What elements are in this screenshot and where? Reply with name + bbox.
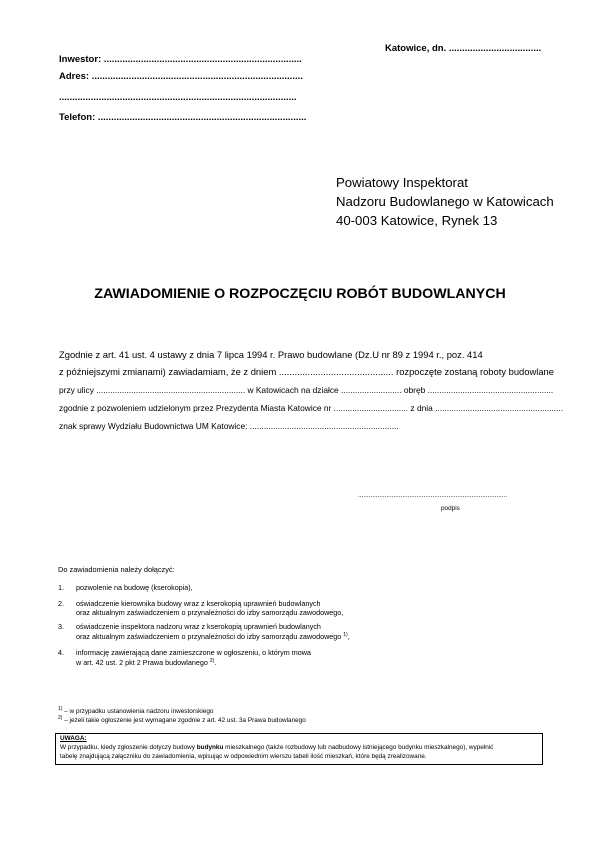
footnote-1: $^{1)}$ – w przypadku ustanowienia nadzoru inwestorskiego	[58, 706, 214, 715]
recipient-address	[336, 173, 554, 230]
body-line-1: Zgodnie z art. 41 ust. 4 ustawy z dnia 7 lipca 1994 r. Prawo budowlane (Dz.U nr 89 z 1994 r., poz. 414	[59, 349, 483, 360]
place-date-field[interactable]: Katowice, dn. ...................................	[385, 43, 542, 54]
signature-line[interactable]: ....................................................................................	[358, 492, 508, 499]
body-line-3[interactable]: przy ulicy ................................................................ w Katowicach na działce .......................... obręb ......................................................	[59, 385, 554, 395]
note-line-1: W przypadku, kiedy zgłoszenie dotyczy budowy budynku mieszkalnego (także rozbudowy lub nadbudowy istniejącego budynku mieszkalnego), wypełnić	[60, 744, 494, 751]
phone-field[interactable]: Telefon: ...............................................................................	[59, 112, 307, 123]
footnote-2: $^{2)}$ – jeżeli takie ogłoszenie jest wymagane zgodnie z art. 42 ust. 3a Prawa budowlanego	[58, 715, 306, 724]
note-box	[55, 733, 543, 765]
list-item-text: informację zawierającą dane zamieszczone w ogłoszeniu, o którym mowa	[76, 648, 311, 657]
address-continuation-field[interactable]: ..........................................................................................	[59, 92, 297, 103]
body-line-4[interactable]: zgodnie z pozwoleniem udzielonym przez Prezydenta Miasta Katowice nr ................................ z dnia .......................................................	[59, 403, 564, 413]
investor-field[interactable]: Inwestor: ...........................................................................	[59, 54, 302, 65]
address-field[interactable]: Adres: ................................................................................	[59, 71, 303, 82]
list-item-number: 3.	[58, 622, 64, 631]
recipient-line-3: 40-003 Katowice, Rynek 13	[336, 213, 498, 228]
footnote-ref[interactable]: 1)	[343, 632, 348, 638]
body-line-2[interactable]: z późniejszymi zmianami) zawiadamiam, że z dniem ............................................ rozpoczęte zostaną roboty budowlane	[59, 366, 554, 377]
signature-label: podpis	[441, 505, 460, 512]
list-item-text: pozwolenie na budowę (kserokopia),	[76, 583, 193, 592]
note-heading: UWAGA:	[60, 735, 87, 742]
list-item-number: 2.	[58, 599, 64, 608]
list-item-number: 1.	[58, 583, 64, 592]
footnote-ref[interactable]: 2)	[209, 658, 215, 664]
list-item-text: oświadczenie kierownika budowy wraz z kserokopią uprawnień budowlanych	[76, 599, 321, 608]
document-title: ZAWIADOMIENIE O ROZPOCZĘCIU ROBÓT BUDOWLANYCH	[94, 286, 506, 302]
note-line-2: tabelę znajdującą załączniku do zawiadomienia, wpisując w odpowiednim wierszu tabeli ilość mieszkań, które będą zrealizowane.	[60, 753, 427, 760]
list-item-text: oświadczenie inspektora nadzoru wraz z kserokopią uprawnień budowlanych	[76, 622, 321, 631]
list-item-text-cont: w art. 42 ust. 2 pkt 2 Prawa budowlanego $^{2)}$.	[76, 658, 217, 667]
list-item-number: 4.	[58, 648, 64, 657]
recipient-line-2: Nadzoru Budowlanego w Katowicach	[336, 194, 554, 209]
list-item-text-cont: oraz aktualnym zaświadczeniem o przynależności do izby samorządu zawodowego $^{1)}$,	[76, 632, 350, 641]
body-line-5[interactable]: znak sprawy Wydziału Budownictwa UM Katowice: ................................................................	[59, 421, 399, 431]
recipient-line-1: Powiatowy Inspektorat	[336, 175, 468, 190]
attachments-intro: Do zawiadomienia należy dołączyć:	[58, 565, 175, 574]
list-item-text-cont: oraz aktualnym zaświadczeniem o przynależności do izby samorządu zawodowego,	[76, 608, 344, 617]
